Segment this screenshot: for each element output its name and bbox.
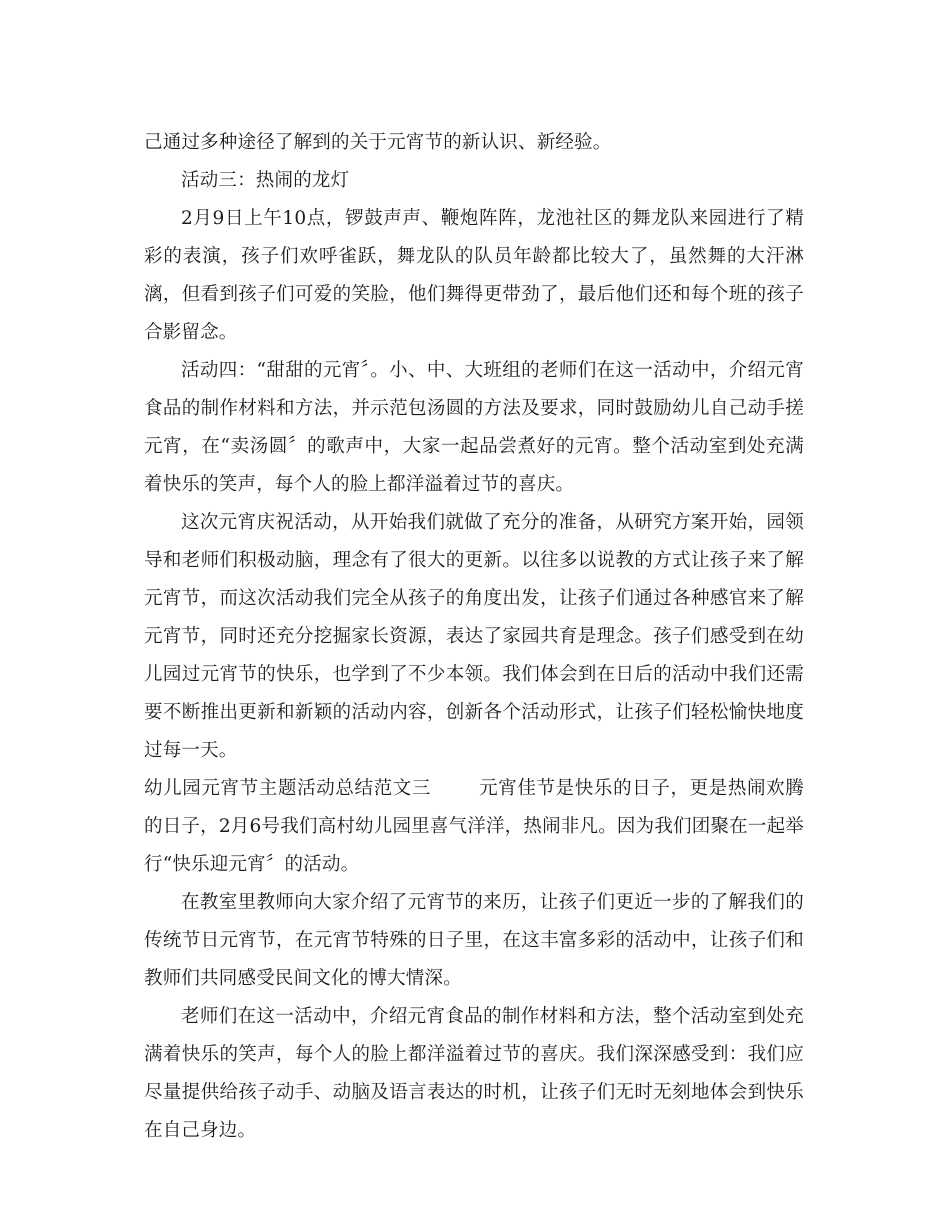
paragraph-continuation: 己通过多种途径了解到的关于元宵节的新认识、新经验。 [144, 132, 612, 153]
paragraph-teachers-activity: 老师们在这一活动中，介绍元宵食品的制作材料和方法，整个活动室到处充满着快乐的笑声，每个人的脸上都洋溢着过节的喜庆。我们深深感受到：我们应尽量提供给孩子动手、动脑及语言表达的时机，让孩子们无时无刻地体会到快乐在自己身边。 [144, 1006, 804, 1141]
paragraph-dragon-dance: 2月9日上午10点，锣鼓声声、鞭炮阵阵，龙池社区的舞龙队来园进行了精彩的表演，孩子们欢呼雀跃，舞龙队的队员年龄都比较大了，虽然舞的大汗淋漓，但看到孩子们可爱的笑脸，他们舞得更带劲了，最后他们还和每个班的孩子合影留念。 [144, 208, 804, 343]
document-body [144, 124, 804, 1150]
paragraph-activity-four: 活动四：“甜甜的元宵〞。小、中、大班组的老师们在这一活动中，介绍元宵食品的制作材料和方法，并示范包汤圆的方法及要求，同时鼓励幼儿自己动手搓元宵，在“卖汤圆〞的歌声中，大家一起品尝煮好的元宵。整个活动室到处充满着快乐的笑声，每个人的脸上都洋溢着过节的喜庆。 [144, 360, 804, 495]
section-three-heading: 幼儿园元宵节主题活动总结范文三 [144, 778, 432, 799]
activity-three-heading: 活动三：热闹的龙灯 [181, 170, 350, 191]
section-three-text: 元宵佳节是快乐的日子，更是热闹欢腾的日子，2月6号我们高村幼儿园里喜气洋洋，热闹非凡。因为我们团聚在一起举行“快乐迎元宵〞的活动。 [144, 778, 804, 875]
paragraph-summary: 这次元宵庆祝活动，从开始我们就做了充分的准备，从研究方案开始，园领导和老师们积极动脑，理念有了很大的更新。以往多以说教的方式让孩子来了解元宵节，而这次活动我们完全从孩子的角度出发，让孩子们通过各种感官来了解元宵节，同时还充分挖掘家长资源，表达了家园共育是理念。孩子们感受到在幼儿园过元宵节的快乐，也学到了不少本领。我们体会到在日后的活动中我们还需要不断推出更新和新颖的活动内容，创新各个活动形式，让孩子们轻松愉快地度过每一天。 [144, 512, 804, 761]
section-three-paragraph [144, 770, 804, 884]
paragraph-classroom-intro: 在教室里教师向大家介绍了元宵节的来历，让孩子们更近一步的了解我们的传统节日元宵节，在元宵节特殊的日子里，在这丰富多彩的活动中，让孩子们和教师们共同感受民间文化的博大情深。 [144, 892, 804, 989]
